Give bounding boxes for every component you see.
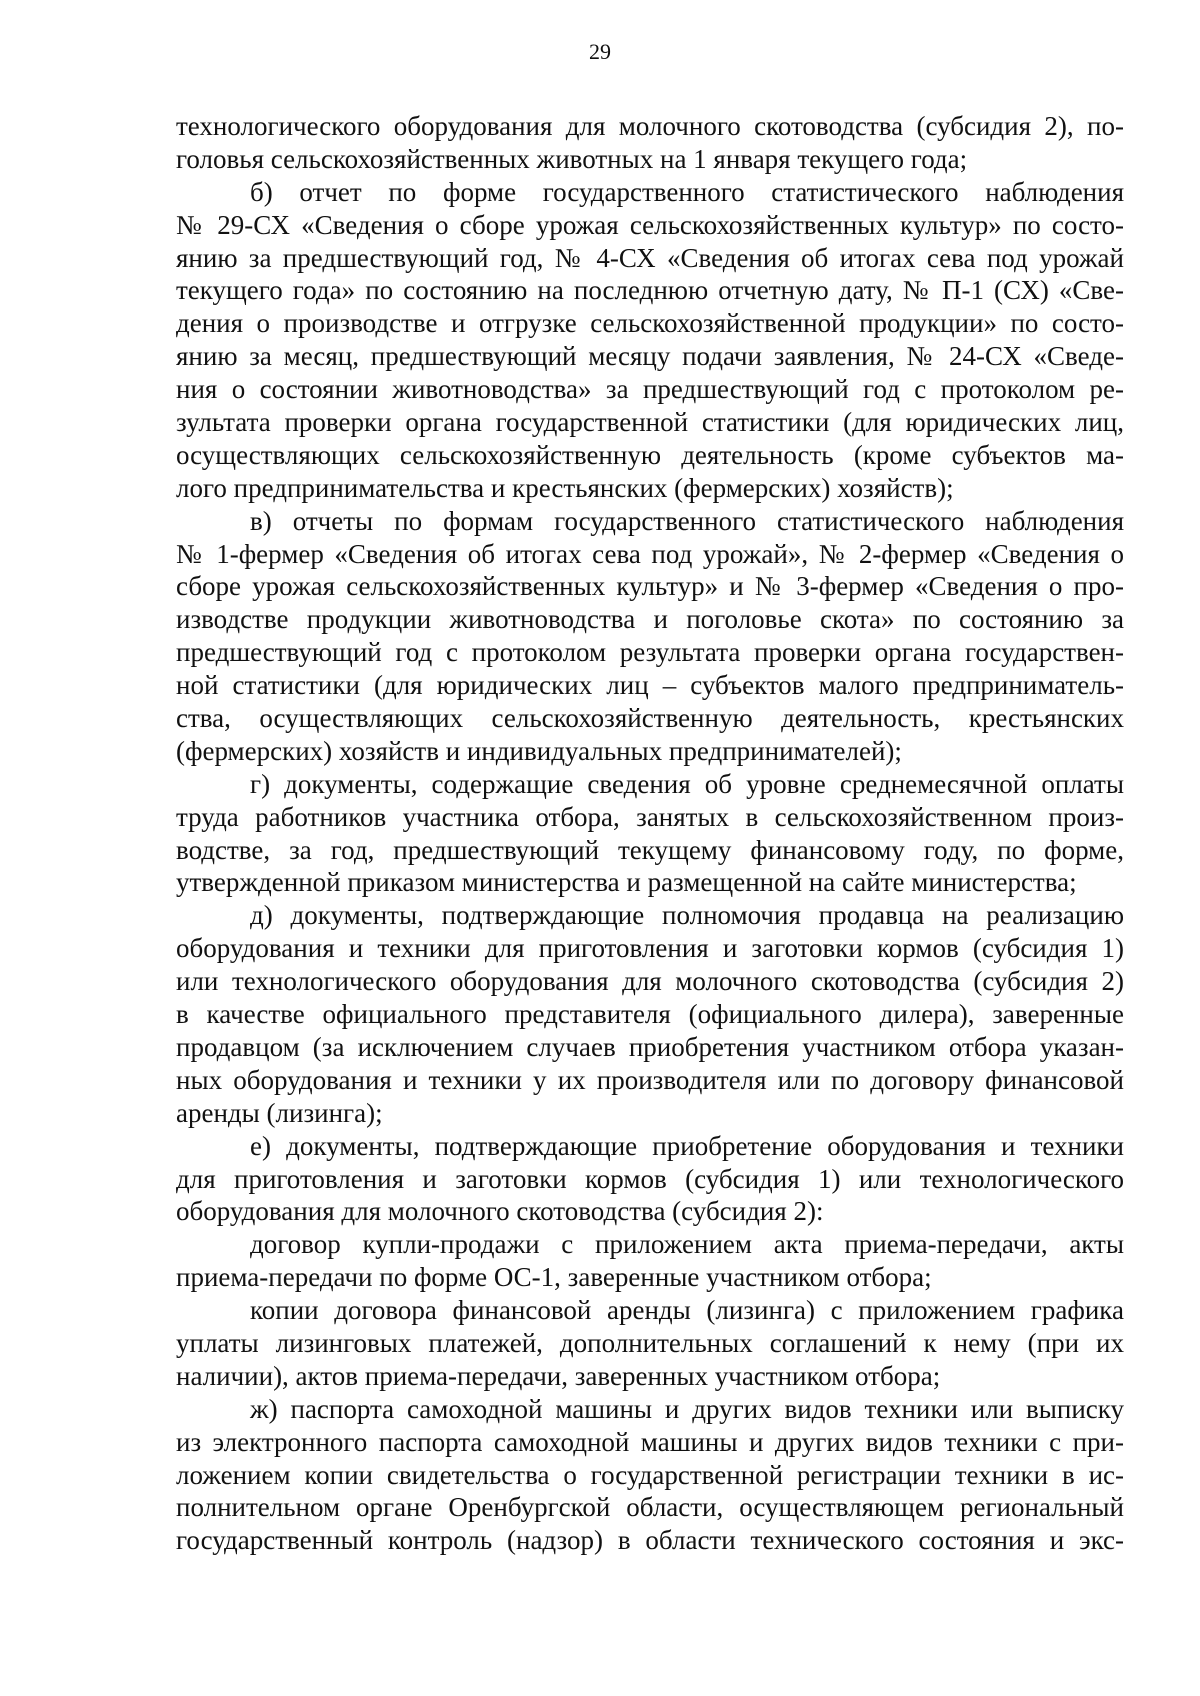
text-line: янию за предшествующий год, № 4-СХ «Сведения об итогах сева под урожай bbox=[176, 242, 1124, 273]
text-line: водстве, за год, предшествующий текущему финансовому году, по форме, bbox=[176, 834, 1124, 865]
text-line: предшествующий год с протоколом результата проверки органа государствен- bbox=[176, 637, 1124, 668]
text-line: б) отчет по форме государственного статистического наблюдения bbox=[250, 176, 1124, 207]
text-line: для приготовления и заготовки кормов (субсидия 1) или технологического bbox=[176, 1163, 1124, 1194]
text-line: полнительном органе Оренбургской области, осуществляющем региональный bbox=[176, 1492, 1124, 1523]
text-line: изводстве продукции животноводства и поголовье скота» по состоянию за bbox=[176, 604, 1124, 635]
text-line: копии договора финансовой аренды (лизинга) с приложением графика bbox=[250, 1295, 1124, 1326]
text-line: уплаты лизинговых платежей, дополнительных соглашений к нему (при их bbox=[176, 1327, 1124, 1358]
text-line: труда работников участника отбора, занятых в сельскохозяйственном произ- bbox=[176, 801, 1124, 832]
text-line: в) отчеты по формам государственного статистического наблюдения bbox=[250, 505, 1124, 536]
text-line: дения о производстве и отгрузке сельскохозяйственной продукции» по состо- bbox=[176, 308, 1124, 339]
text-line: из электронного паспорта самоходной машины и других видов техники с при- bbox=[176, 1426, 1124, 1457]
text-line: ж) паспорта самоходной машины и других видов техники или выписку bbox=[250, 1393, 1124, 1424]
text-line: текущего года» по состоянию на последнюю отчетную дату, № П-1 (СХ) «Све- bbox=[176, 275, 1124, 306]
text-line: осуществляющих сельскохозяйственную деятельность (кроме субъектов ма- bbox=[176, 439, 1124, 470]
text-line: наличии), актов приема-передачи, заверенных участником отбора; bbox=[176, 1360, 941, 1391]
text-line: технологического оборудования для молочного скотоводства (субсидия 2), по- bbox=[176, 111, 1124, 141]
text-line: государственный контроль (надзор) в области технического состояния и экс- bbox=[176, 1525, 1124, 1556]
text-line: или технологического оборудования для молочного скотоводства (субсидия 2) bbox=[176, 966, 1124, 997]
text-line: е) документы, подтверждающие приобретение оборудования и техники bbox=[250, 1130, 1124, 1161]
text-line: утвержденной приказом министерства и размещенной на сайте министерства; bbox=[176, 867, 1077, 898]
text-line: сборе урожая сельскохозяйственных культур» и № 3-фермер «Сведения о про- bbox=[176, 571, 1124, 602]
text-line: лого предпринимательства и крестьянских (фермерских) хозяйств); bbox=[176, 472, 954, 503]
page-number: 29 bbox=[589, 39, 611, 64]
text-line: оборудования для молочного скотоводства (субсидия 2): bbox=[176, 1196, 824, 1227]
text-line: ложением копии свидетельства о государственной регистрации техники в ис- bbox=[176, 1459, 1124, 1490]
text-line: ных оборудования и техники у их производителя или по договору финансовой bbox=[176, 1064, 1124, 1095]
text-line: № 1-фермер «Сведения об итогах сева под урожай», № 2-фермер «Сведения о bbox=[176, 538, 1124, 569]
text-line: ния о состоянии животноводства» за предшествующий год с протоколом ре- bbox=[176, 374, 1124, 405]
text-line: в качестве официального представителя (официального дилера), заверенные bbox=[176, 999, 1124, 1030]
text-line: № 29-СХ «Сведения о сборе урожая сельскохозяйственных культур» по состо- bbox=[176, 209, 1124, 240]
text-line: г) документы, содержащие сведения об уровне среднемесячной оплаты bbox=[250, 768, 1124, 799]
text-line: головья сельскохозяйственных животных на 1 января текущего года; bbox=[176, 143, 968, 174]
text-line: ной статистики (для юридических лиц – субъектов малого предприниматель- bbox=[176, 670, 1124, 701]
text-line: приема-передачи по форме ОС-1, заверенные участником отбора; bbox=[176, 1262, 932, 1293]
text-line: оборудования и техники для приготовления и заготовки кормов (субсидия 1) bbox=[176, 933, 1124, 964]
document-body bbox=[176, 110, 1124, 1557]
text-line: янию за месяц, предшествующий месяцу подачи заявления, № 24-СХ «Сведе- bbox=[176, 341, 1124, 372]
text-line: договор купли-продажи с приложением акта приема-передачи, акты bbox=[250, 1229, 1124, 1260]
text-line: (фермерских) хозяйств и индивидуальных предпринимателей); bbox=[176, 735, 902, 766]
text-line: продавцом (за исключением случаев приобретения участником отбора указан- bbox=[176, 1031, 1124, 1062]
text-line: ства, осуществляющих сельскохозяйственную деятельность, крестьянских bbox=[176, 703, 1124, 734]
text-line: аренды (лизинга); bbox=[176, 1097, 383, 1128]
text-line: д) документы, подтверждающие полномочия продавца на реализацию bbox=[250, 900, 1124, 931]
text-line: зультата проверки органа государственной статистики (для юридических лиц, bbox=[176, 407, 1124, 438]
